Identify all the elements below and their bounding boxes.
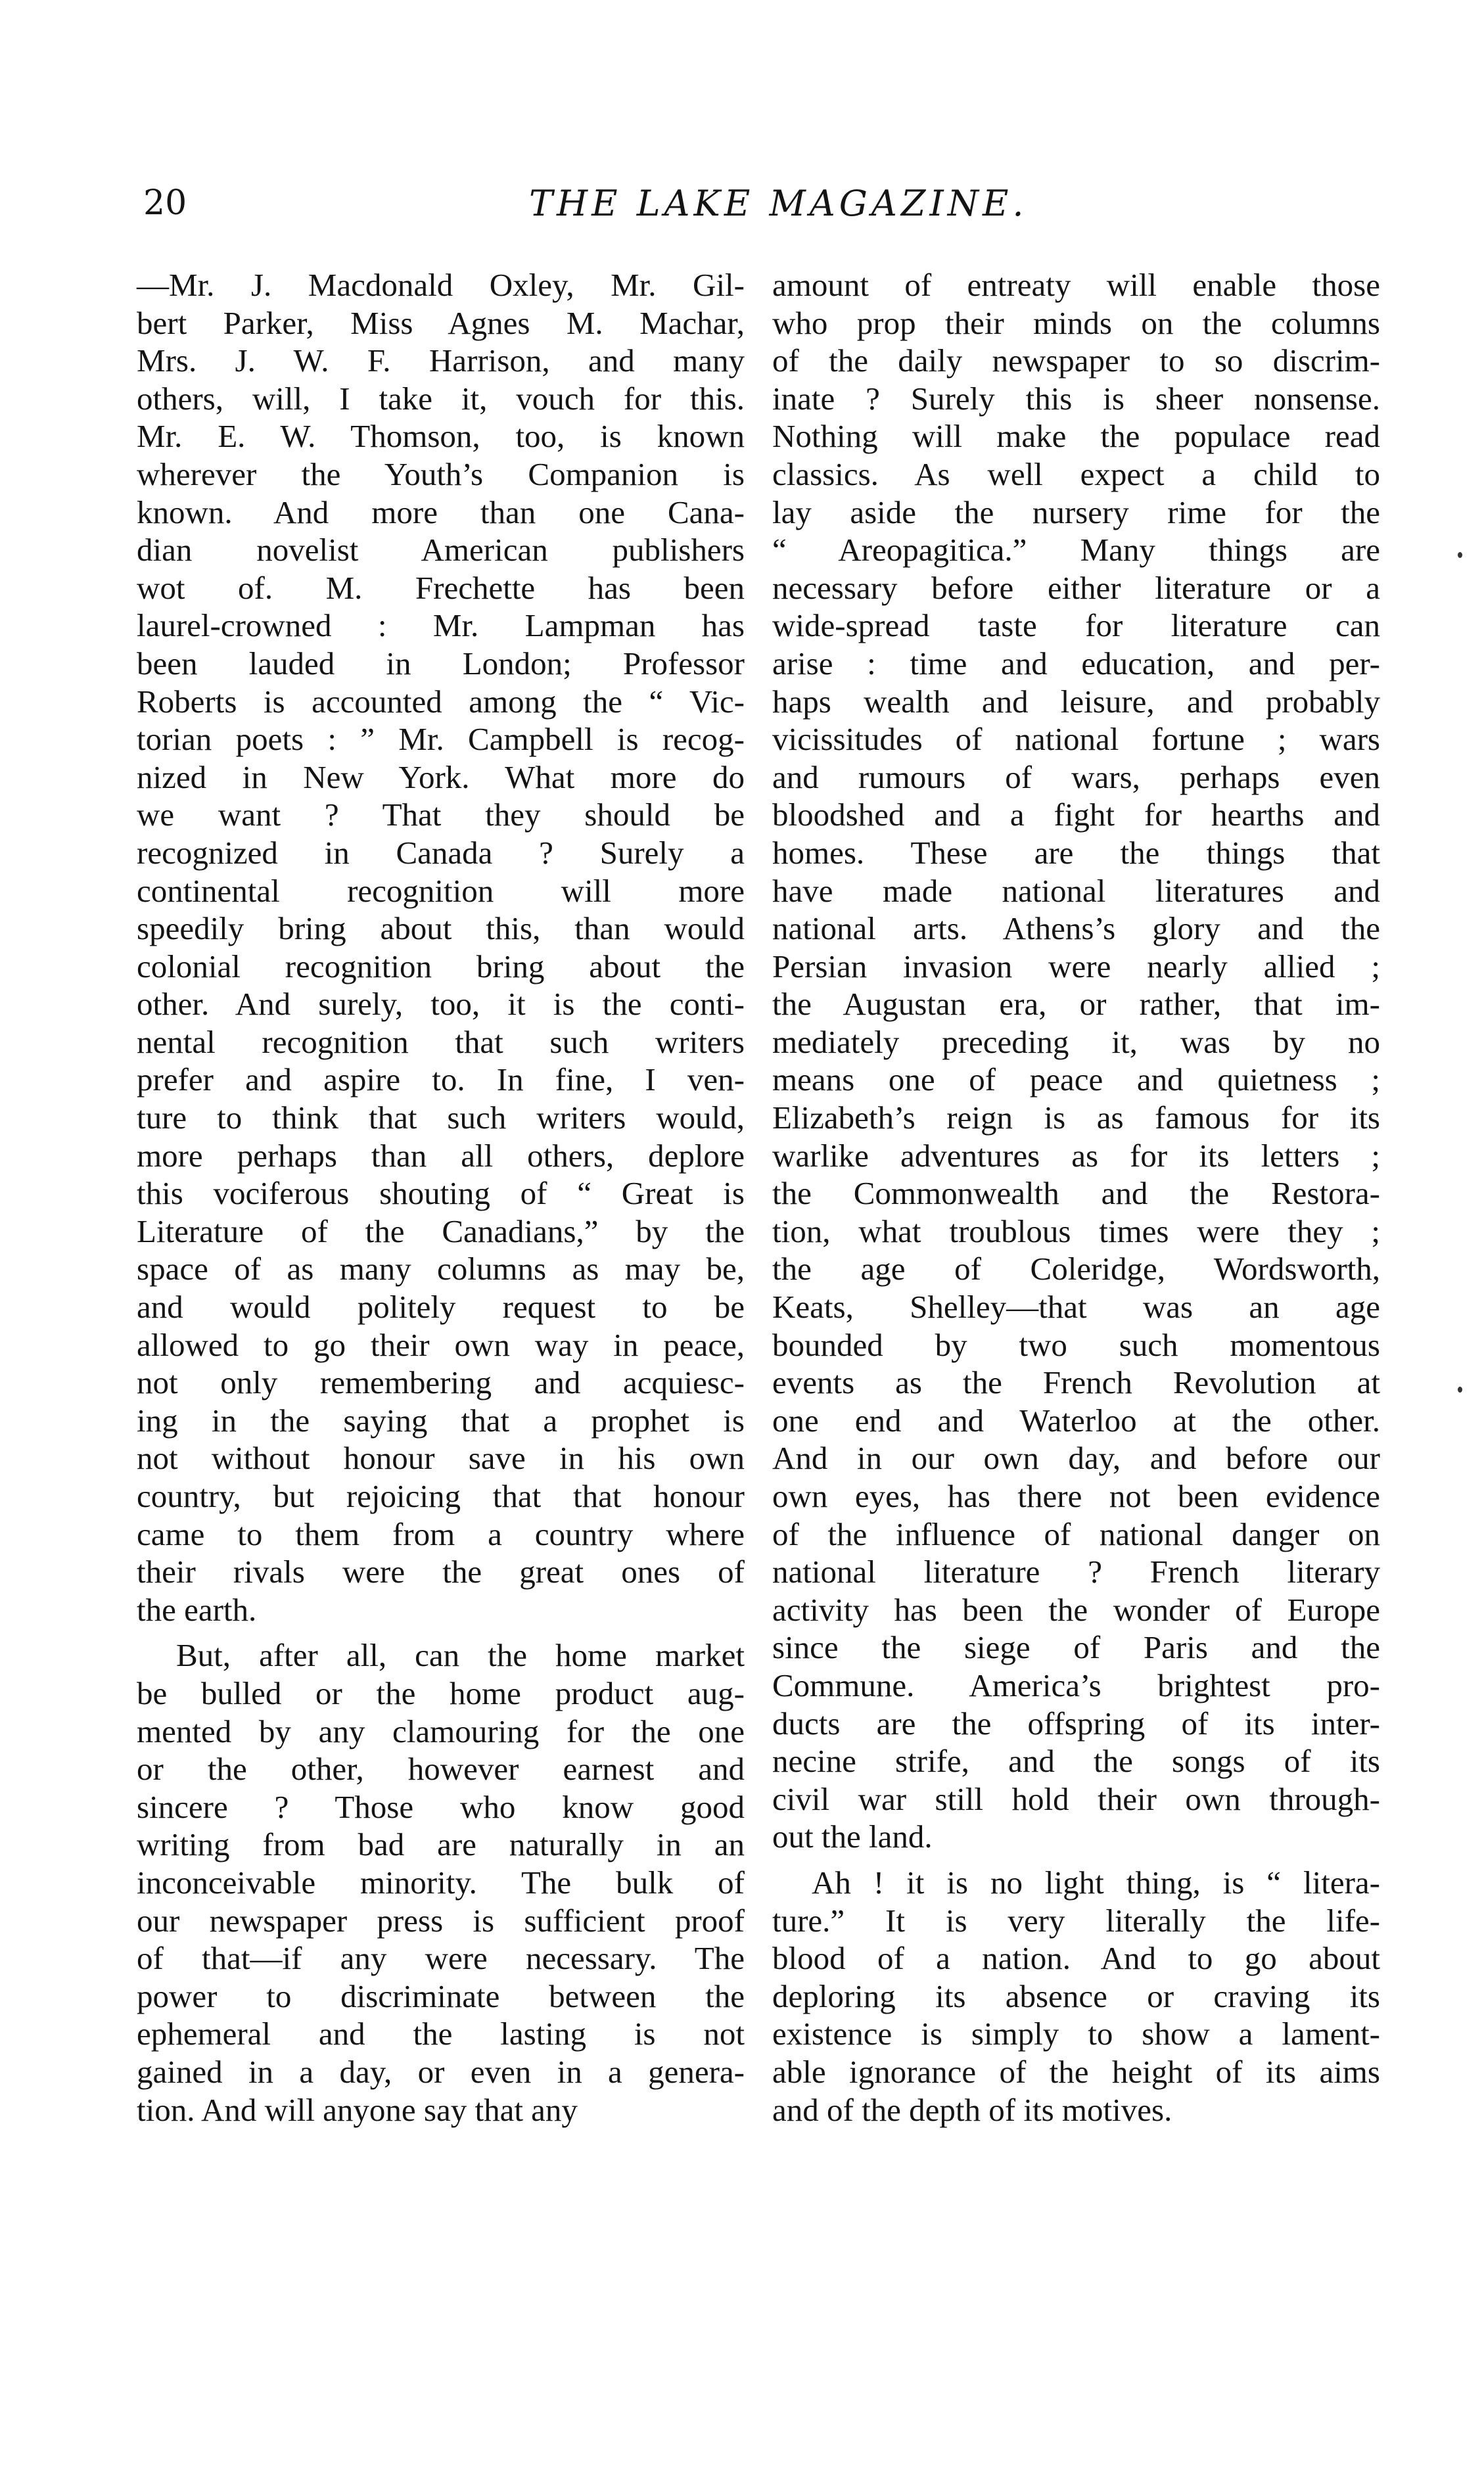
page-number: 20 bbox=[143, 183, 187, 223]
text-line: out the land. bbox=[772, 1818, 933, 1855]
text-line: known. And more than one Cana- bbox=[137, 494, 745, 530]
text-line: wide-spread taste for literature can bbox=[772, 607, 1380, 644]
text-line: who prop their minds on the columns bbox=[772, 304, 1380, 341]
text-line: warlike adventures as for its letters ; bbox=[772, 1137, 1380, 1174]
text-line: bloodshed and a fight for hearths and bbox=[772, 797, 1380, 833]
text-line: Keats, Shelley—that was an age bbox=[772, 1289, 1380, 1326]
text-line: the age of Coleridge, Wordsworth, bbox=[772, 1251, 1380, 1287]
text-line: own eyes, has there not been evidence bbox=[772, 1478, 1380, 1514]
text-line: ducts are the offspring of its inter- bbox=[772, 1705, 1380, 1742]
text-line: But, after all, can the home market bbox=[176, 1637, 745, 1674]
text-line: means one of peace and quietness ; bbox=[772, 1061, 1380, 1098]
text-line: activity has been the wonder of Europe bbox=[772, 1591, 1380, 1628]
text-line: other. And surely, too, it is the conti- bbox=[137, 986, 745, 1023]
text-line: bounded by two such momentous bbox=[772, 1326, 1380, 1363]
text-line: sincere ? Those who know good bbox=[137, 1788, 745, 1825]
text-line: necessary before either literature or a bbox=[772, 569, 1380, 606]
text-line: mented by any clamouring for the one bbox=[137, 1713, 745, 1749]
paragraph-gap bbox=[772, 1856, 1380, 1864]
text-line: arise : time and education, and per- bbox=[772, 645, 1380, 682]
text-line: national literature ? French literary bbox=[772, 1554, 1380, 1590]
text-line: Elizabeth’s reign is as famous for its bbox=[772, 1099, 1380, 1136]
text-line: writing from bad are naturally in an bbox=[137, 1826, 745, 1863]
text-line: ture.” It is very literally the life- bbox=[772, 1902, 1380, 1939]
text-line: ing in the saying that a prophet is bbox=[137, 1402, 745, 1439]
text-line: Mr. E. W. Thomson, too, is known bbox=[137, 418, 745, 455]
text-line: our newspaper press is sufficient proof bbox=[137, 1902, 745, 1939]
text-line: events as the French Revolution at bbox=[772, 1364, 1380, 1401]
text-line: since the siege of Paris and the bbox=[772, 1629, 1380, 1666]
text-line: gained in a day, or even in a genera- bbox=[137, 2053, 745, 2090]
text-line: Mrs. J. W. F. Harrison, and many bbox=[137, 342, 745, 379]
text-line: have made national literatures and bbox=[772, 872, 1380, 909]
page-speck bbox=[1458, 552, 1462, 558]
text-line: been lauded in London; Professor bbox=[137, 645, 745, 682]
text-line: and rumours of wars, perhaps even bbox=[772, 758, 1380, 795]
running-title: THE LAKE MAGAZINE. bbox=[529, 183, 1028, 224]
text-line: existence is simply to show a lament- bbox=[772, 2016, 1380, 2052]
text-line: tion, what troublous times were they ; bbox=[772, 1213, 1380, 1249]
text-line: prefer and aspire to. In fine, I ven- bbox=[137, 1061, 745, 1098]
text-line: amount of entreaty will enable those bbox=[772, 267, 1380, 303]
left-column bbox=[137, 266, 745, 2129]
text-line: the earth. bbox=[137, 1591, 257, 1628]
text-line: And in our own day, and before our bbox=[772, 1440, 1380, 1477]
text-line: vicissitudes of national fortune ; wars bbox=[772, 721, 1380, 758]
text-line: space of as many columns as may be, bbox=[137, 1251, 745, 1287]
text-line: the Commonwealth and the Restora- bbox=[772, 1175, 1380, 1212]
text-line: torian poets : ” Mr. Campbell is recog- bbox=[137, 721, 745, 758]
text-line: Nothing will make the populace read bbox=[772, 418, 1380, 455]
text-line: and of the depth of its motives. bbox=[772, 2091, 1172, 2128]
page-speck bbox=[1458, 1387, 1462, 1393]
text-line: mediately preceding it, was by no bbox=[772, 1023, 1380, 1060]
text-line: “ Areopagitica.” Many things are bbox=[772, 532, 1380, 568]
text-line: this vociferous shouting of “ Great is bbox=[137, 1175, 745, 1212]
text-line: their rivals were the great ones of bbox=[137, 1554, 745, 1590]
text-line: or the other, however earnest and bbox=[137, 1751, 745, 1788]
text-line: of that—if any were necessary. The bbox=[137, 1940, 745, 1977]
text-line: Persian invasion were nearly allied ; bbox=[772, 948, 1380, 984]
text-line: inconceivable minority. The bulk of bbox=[137, 1864, 745, 1901]
text-line: of the influence of national danger on bbox=[772, 1515, 1380, 1552]
text-line: speedily bring about this, than would bbox=[137, 910, 745, 947]
text-line: more perhaps than all others, deplore bbox=[137, 1137, 745, 1174]
text-line: one end and Waterloo at the other. bbox=[772, 1402, 1380, 1439]
text-line: necine strife, and the songs of its bbox=[772, 1743, 1380, 1780]
text-line: colonial recognition bring about the bbox=[137, 948, 745, 984]
text-line: be bulled or the home product aug- bbox=[137, 1675, 745, 1711]
text-line: Literature of the Canadians,” by the bbox=[137, 1213, 745, 1249]
text-line: haps wealth and leisure, and probably bbox=[772, 683, 1380, 720]
text-line: nental recognition that such writers bbox=[137, 1023, 745, 1060]
text-line: able ignorance of the height of its aims bbox=[772, 2053, 1380, 2090]
text-line: ture to think that such writers would, bbox=[137, 1099, 745, 1136]
text-line: recognized in Canada ? Surely a bbox=[137, 834, 745, 871]
text-line: classics. As well expect a child to bbox=[772, 455, 1380, 492]
text-line: not only remembering and acquiesc- bbox=[137, 1364, 745, 1401]
text-line: civil war still hold their own through- bbox=[772, 1780, 1380, 1817]
text-line: the Augustan era, or rather, that im- bbox=[772, 986, 1380, 1023]
paragraph-gap bbox=[137, 1629, 745, 1636]
text-line: wot of. M. Frechette has been bbox=[137, 569, 745, 606]
text-line: tion. And will anyone say that any bbox=[137, 2091, 578, 2128]
text-line: nized in New York. What more do bbox=[137, 758, 745, 795]
text-line: deploring its absence or craving its bbox=[772, 1977, 1380, 2014]
text-line: we want ? That they should be bbox=[137, 797, 745, 833]
text-line: laurel-crowned : Mr. Lampman has bbox=[137, 607, 745, 644]
text-line: of the daily newspaper to so discrim- bbox=[772, 342, 1380, 379]
text-line: allowed to go their own way in peace, bbox=[137, 1326, 745, 1363]
text-line: Ah ! it is no light thing, is “ litera- bbox=[812, 1864, 1380, 1901]
text-line: and would politely request to be bbox=[137, 1289, 745, 1326]
text-line: lay aside the nursery rime for the bbox=[772, 494, 1380, 530]
text-line: continental recognition will more bbox=[137, 872, 745, 909]
text-line: Commune. America’s brightest pro- bbox=[772, 1667, 1380, 1703]
text-line: inate ? Surely this is sheer nonsense. bbox=[772, 380, 1380, 417]
text-line: others, will, I take it, vouch for this. bbox=[137, 380, 745, 417]
text-line: —Mr. J. Macdonald Oxley, Mr. Gil- bbox=[137, 267, 745, 303]
text-line: not without honour save in his own bbox=[137, 1440, 745, 1477]
text-line: came to them from a country where bbox=[137, 1515, 745, 1552]
text-line: homes. These are the things that bbox=[772, 834, 1380, 871]
text-line: national arts. Athens’s glory and the bbox=[772, 910, 1380, 947]
text-line: power to discriminate between the bbox=[137, 1977, 745, 2014]
text-line: Roberts is accounted among the “ Vic- bbox=[137, 683, 745, 720]
text-line: ephemeral and the lasting is not bbox=[137, 2016, 745, 2052]
text-line: country, but rejoicing that that honour bbox=[137, 1478, 745, 1514]
right-column bbox=[772, 266, 1380, 2129]
text-line: dian novelist American publishers bbox=[137, 532, 745, 568]
text-line: bert Parker, Miss Agnes M. Machar, bbox=[137, 304, 745, 341]
text-line: wherever the Youth’s Companion is bbox=[137, 455, 745, 492]
text-line: blood of a nation. And to go about bbox=[772, 1940, 1380, 1977]
